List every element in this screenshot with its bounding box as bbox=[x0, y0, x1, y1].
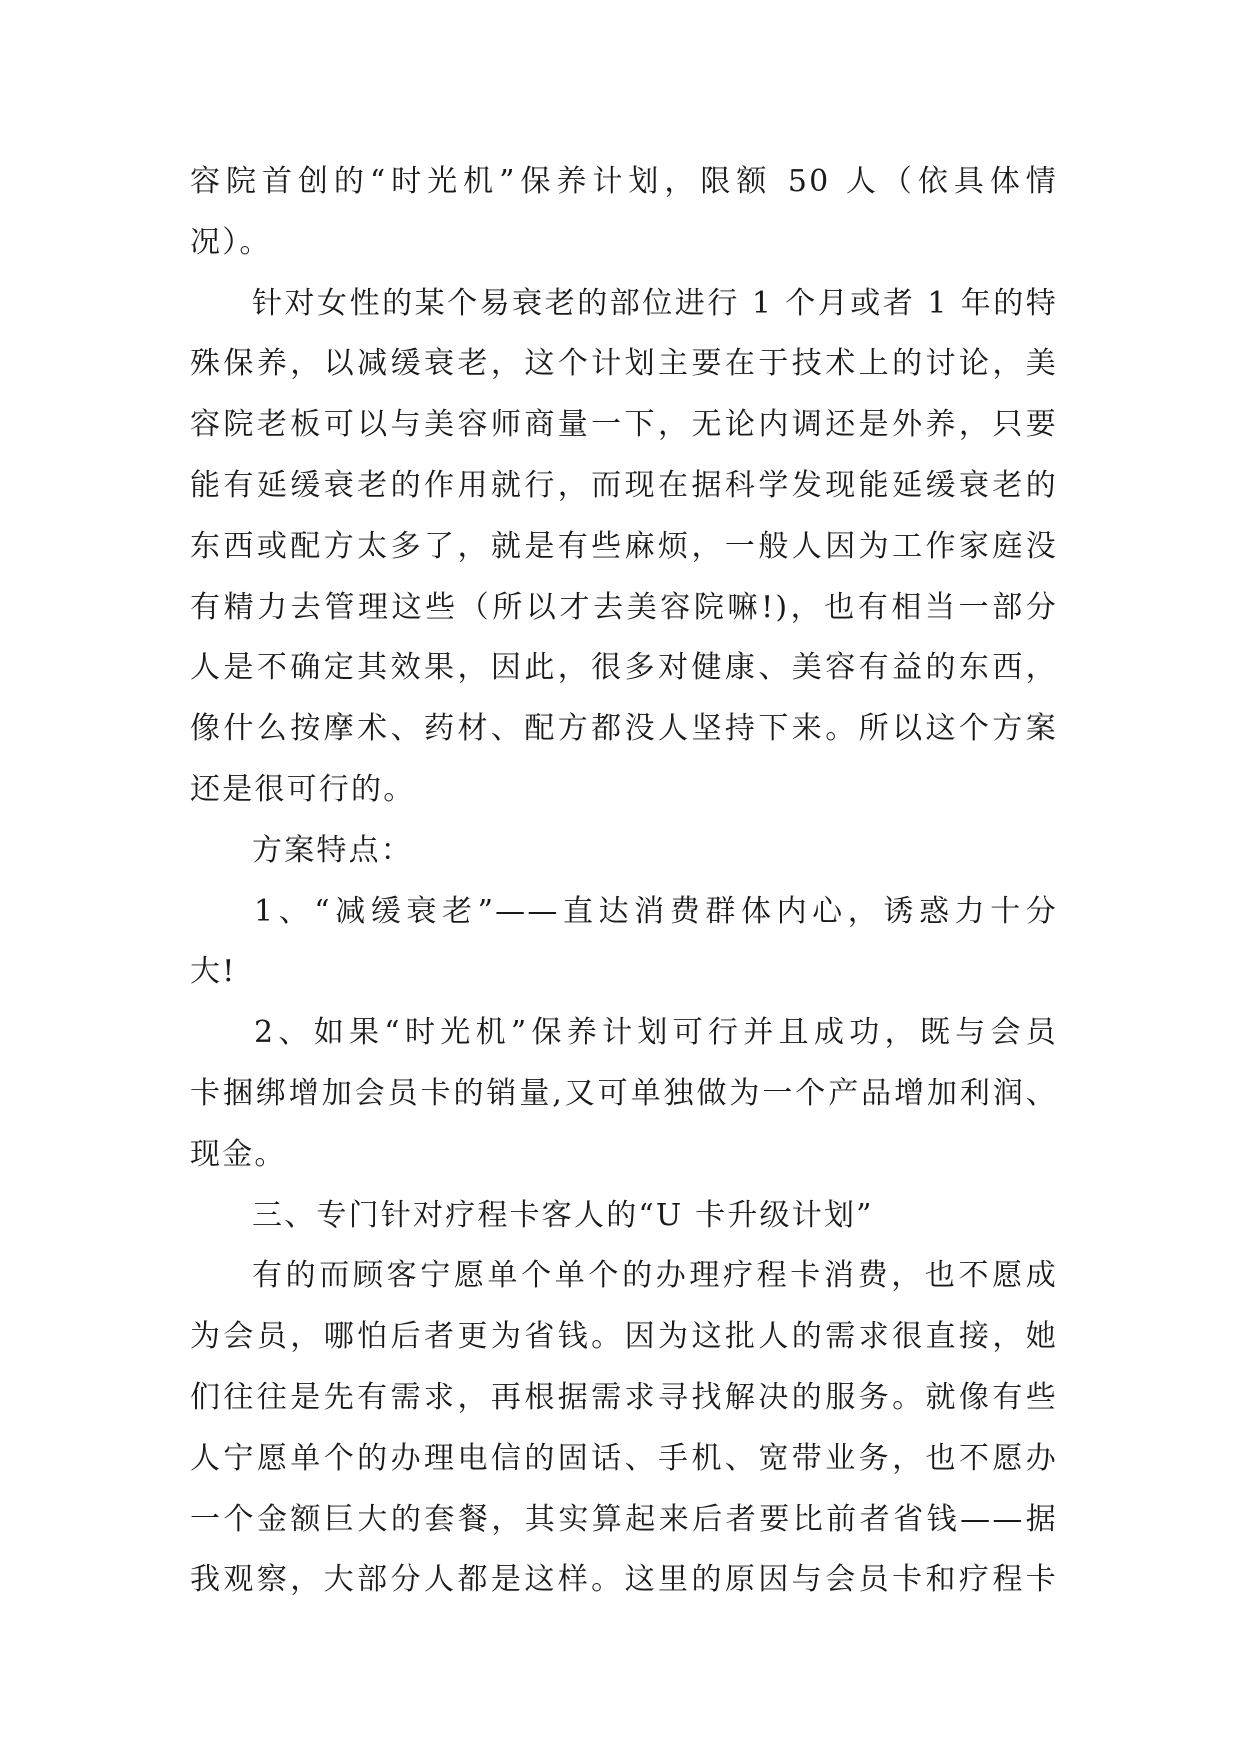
paragraph-first-line: 有的而顾客宁愿单个单个的办理疗程卡消费，也不愿成 bbox=[252, 1258, 1058, 1294]
body-line: 况）。 bbox=[190, 224, 272, 260]
section-label: 方案特点： bbox=[252, 832, 413, 868]
body-line: 还是很可行的。 bbox=[190, 771, 416, 807]
body-line: 为会员，哪怕后者更为省钱。因为这批人的需求很直接，她 bbox=[190, 1319, 1058, 1355]
body-line: 卡捆绑增加会员卡的销量,又可单独做为一个产品增加利润、 bbox=[190, 1075, 1058, 1111]
body-line: 人是不确定其效果，因此，很多对健康、美容有益的东西， bbox=[190, 650, 1058, 686]
body-line: 东西或配方太多了，就是有些麻烦，一般人因为工作家庭没 bbox=[190, 528, 1058, 564]
document-body bbox=[190, 152, 1058, 1611]
body-line: 容院首创的“时光机”保养计划，限额 50 人（依具体情 bbox=[190, 164, 1058, 199]
body-line: 人宁愿单个的办理电信的固话、手机、宽带业务，也不愿办 bbox=[190, 1440, 1058, 1476]
body-line: 一个金额巨大的套餐，其实算起来后者要比前者省钱——据 bbox=[190, 1501, 1058, 1537]
body-line: 现金。 bbox=[190, 1136, 287, 1172]
section-heading: 三、专门针对疗程卡客人的“U 卡升级计划” bbox=[252, 1197, 874, 1233]
body-line: 我观察，大部分人都是这样。这里的原因与会员卡和疗程卡 bbox=[190, 1562, 1058, 1598]
body-line: 容院老板可以与美容师商量一下，无论内调还是外养，只要 bbox=[190, 407, 1058, 443]
body-line: 们往往是先有需求，再根据需求寻找解决的服务。就像有些 bbox=[190, 1379, 1058, 1415]
body-line: 有精力去管理这些（所以才去美容院嘛!)，也有相当一部分 bbox=[190, 589, 1058, 625]
body-line: 大! bbox=[190, 954, 237, 990]
paragraph-first-line: 针对女性的某个易衰老的部位进行 1 个月或者 1 年的特 bbox=[252, 285, 1058, 321]
body-line: 能有延缓衰老的作用就行，而现在据科学发现能延缓衰老的 bbox=[190, 467, 1058, 503]
list-item-first-line: 2、如果“时光机”保养计划可行并且成功，既与会员 bbox=[254, 1015, 1058, 1051]
body-line: 像什么按摩术、药材、配方都没人坚持下来。所以这个方案 bbox=[190, 711, 1058, 747]
list-item-first-line: 1、“减缓衰老”——直达消费群体内心，诱惑力十分 bbox=[254, 893, 1058, 929]
body-line: 殊保养，以减缓衰老，这个计划主要在于技术上的讨论，美 bbox=[190, 346, 1058, 382]
